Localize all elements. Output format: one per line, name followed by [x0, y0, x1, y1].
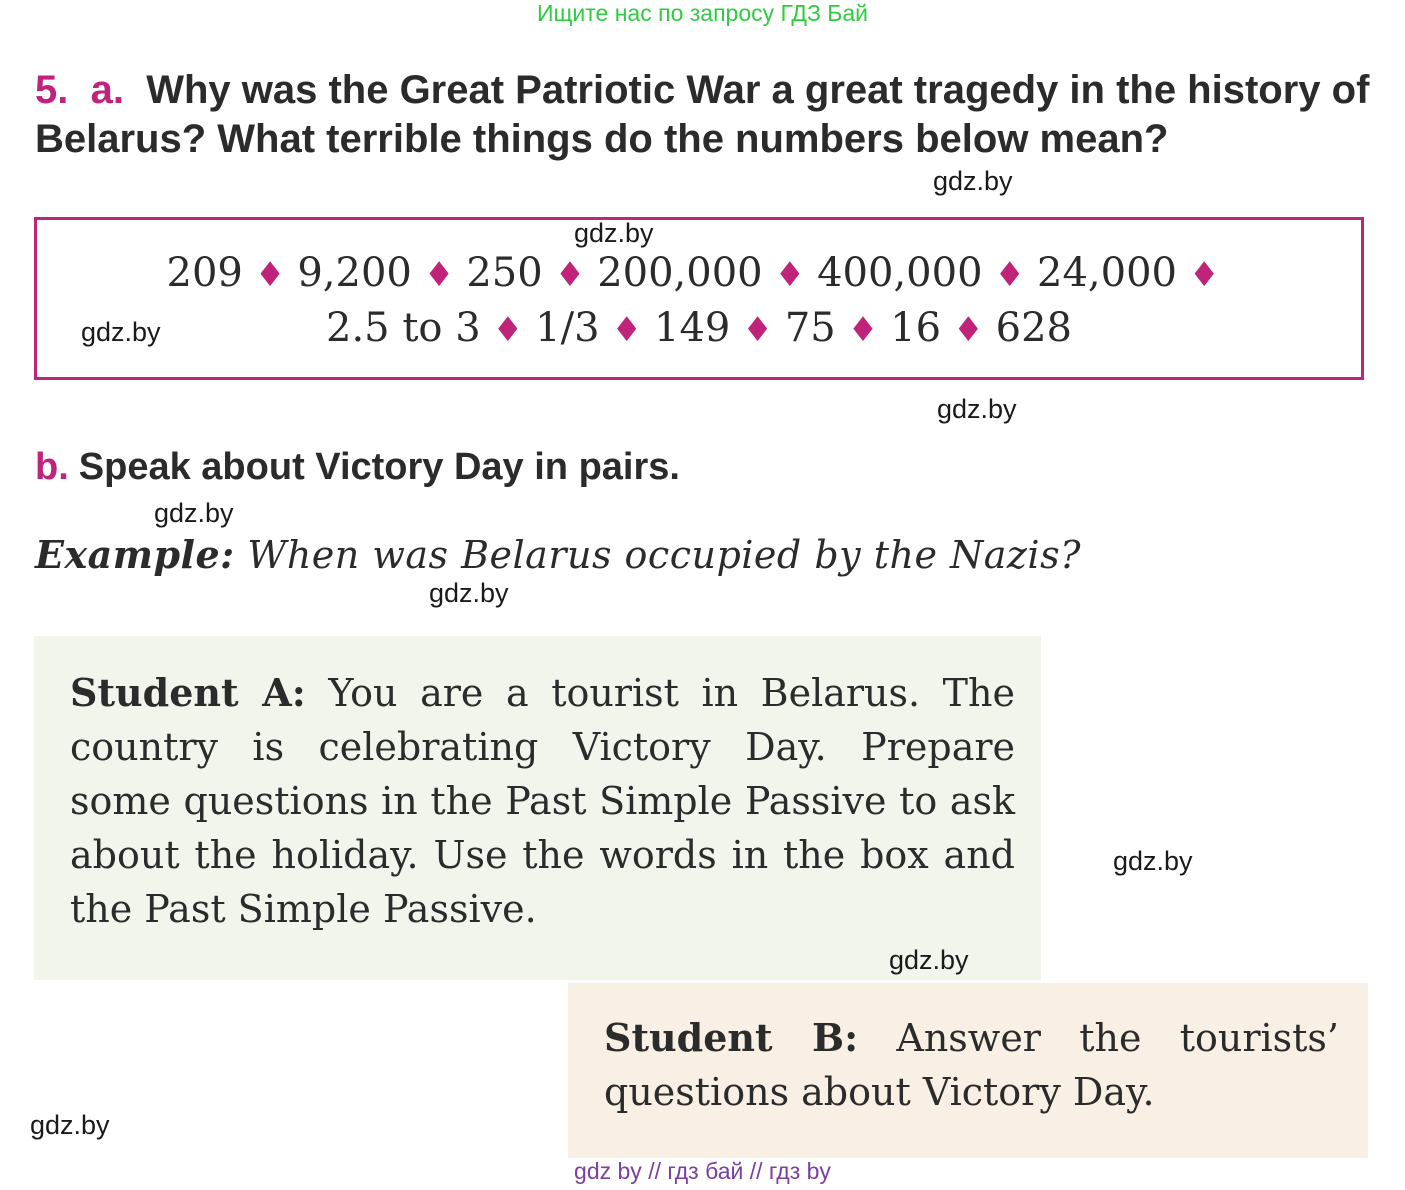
student-b-text: Answer the tourists’ questions about Victory Day.	[604, 1016, 1339, 1114]
watermark: gdz.by	[889, 945, 969, 975]
student-a-text-block	[70, 666, 1015, 936]
number-item: 9,200	[297, 250, 412, 296]
student-b-label: Student B:	[604, 1015, 859, 1060]
diamond-icon: ♦	[492, 310, 524, 350]
footer: gdz by // гдз бай // гдз by	[574, 1158, 831, 1184]
numbers-row-2	[37, 305, 1361, 351]
student-a-text: You are a tourist in Belarus. The country is celebrating Victory Day. Prepare some questions in the Past Simple Passive to ask about the holiday. Use the words in the box and the Past Simple Passive.	[70, 671, 1015, 931]
example-text: When was Belarus occupied by the Nazis?	[247, 533, 1081, 577]
question-5a	[35, 66, 1385, 164]
number-item: 149	[654, 305, 731, 351]
number-item: 628	[995, 305, 1072, 351]
student-a-card	[34, 636, 1041, 980]
top-banner: Ищите нас по запросу ГДЗ Бай	[536, 0, 869, 26]
watermark: gdz.by	[429, 578, 509, 608]
diamond-icon: ♦	[774, 255, 806, 295]
part-b-text: Speak about Victory Day in pairs.	[78, 446, 680, 488]
part-b-heading	[35, 446, 680, 489]
number-item: 400,000	[817, 250, 983, 296]
student-a-label: Student A:	[70, 670, 306, 715]
watermark: gdz.by	[933, 166, 1013, 196]
number-item: 200,000	[597, 250, 763, 296]
part-b-letter: b.	[35, 446, 69, 488]
number-item: 1/3	[535, 305, 600, 351]
student-b-text-block	[604, 1011, 1339, 1119]
watermark: gdz.by	[574, 218, 654, 248]
diamond-icon: ♦	[1188, 255, 1220, 295]
diamond-icon: ♦	[254, 255, 286, 295]
numbers-box	[34, 217, 1364, 380]
number-item: 16	[890, 305, 942, 351]
watermark: gdz.by	[30, 1110, 110, 1140]
number-item: 75	[784, 305, 836, 351]
diamond-icon: ♦	[953, 310, 984, 350]
diamond-icon: ♦	[554, 255, 586, 295]
watermark: gdz.by	[1113, 846, 1193, 876]
numbers-row-1	[37, 250, 1361, 296]
part-a-text: Why was the Great Patriotic War a great tragedy in the history of Belarus? What terrible things do the numbers below mean?	[35, 68, 1370, 161]
question-number: 5.	[35, 68, 69, 112]
example-label: Example:	[35, 532, 235, 577]
example-line	[35, 532, 1081, 577]
diamond-icon: ♦	[847, 310, 879, 350]
diamond-icon: ♦	[994, 255, 1026, 295]
part-a-letter: a.	[90, 68, 124, 112]
number-item: 2.5 to 3	[326, 305, 481, 351]
watermark: gdz.by	[81, 317, 161, 347]
watermark: gdz.by	[154, 498, 234, 528]
student-b-card	[568, 983, 1368, 1158]
number-item: 250	[466, 250, 543, 296]
diamond-icon: ♦	[742, 310, 773, 350]
watermark: gdz.by	[937, 394, 1017, 424]
diamond-icon: ♦	[611, 310, 642, 350]
diamond-icon: ♦	[423, 255, 455, 295]
number-item: 209	[166, 250, 243, 296]
number-item: 24,000	[1037, 250, 1177, 296]
